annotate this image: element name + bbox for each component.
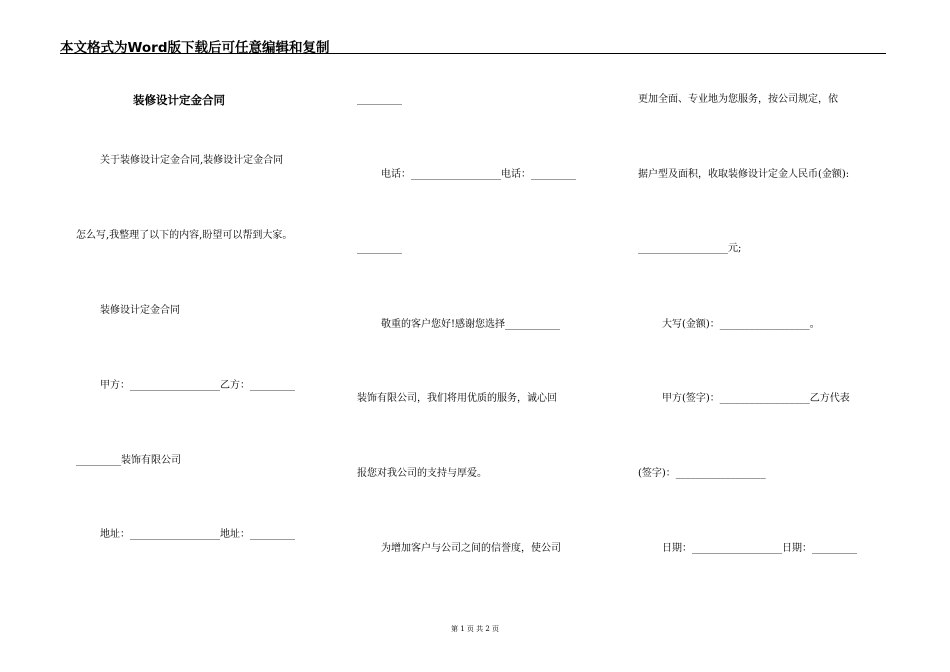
col3-line-4: 大写(金额)：__________________。 [662,319,820,330]
col3-line-5: 甲方(签字)：__________________乙方代表 [662,393,850,404]
contract-title: 装修设计定金合同 [133,93,225,107]
document-banner: 本文格式为Word版下载后可任意编辑和复制 [60,40,330,56]
header-divider [60,53,886,54]
col1-line-6: 地址：__________________地址：_________ [100,529,295,540]
col2-line-4: 敬重的客户您好!感谢您选择___________ [381,319,561,330]
col2-line-2: 电话：__________________电话：_________ [381,169,576,180]
col3-line-6: (签字)：__________________ [638,468,766,479]
col2-line-6: 报您对我公司的支持与厚爱。 [357,468,487,479]
col1-line-2: 怎么写,我整理了以下的内容,盼望可以帮到大家。 [76,230,293,241]
col3-line-2: 据户型及面积，收取装修设计定金人民币(金额): [638,169,850,180]
col2-line-5: 装饰有限公司，我们将用优质的服务，诚心回 [357,393,557,404]
col3-line-7: 日期：__________________日期：_________ [662,543,857,554]
col2-line-3: _________ [357,243,402,254]
page-number: 第 1 页 共 2 页 [450,625,500,633]
col2-line-1: _________ [357,94,402,105]
col1-line-4: 甲方：__________________乙方：_________ [100,380,295,391]
col1-line-3: 装修设计定金合同 [100,305,180,316]
col3-line-1: 更加全面、专业地为您服务，按公司规定，依 [638,94,838,105]
col1-line-1: 关于装修设计定金合同,装修设计定金合同 [100,155,284,166]
col2-line-7: 为增加客户与公司之间的信誉度，使公司 [381,543,561,554]
col1-line-5: _________装饰有限公司 [76,455,181,466]
col3-line-3: __________________元; [638,243,742,254]
